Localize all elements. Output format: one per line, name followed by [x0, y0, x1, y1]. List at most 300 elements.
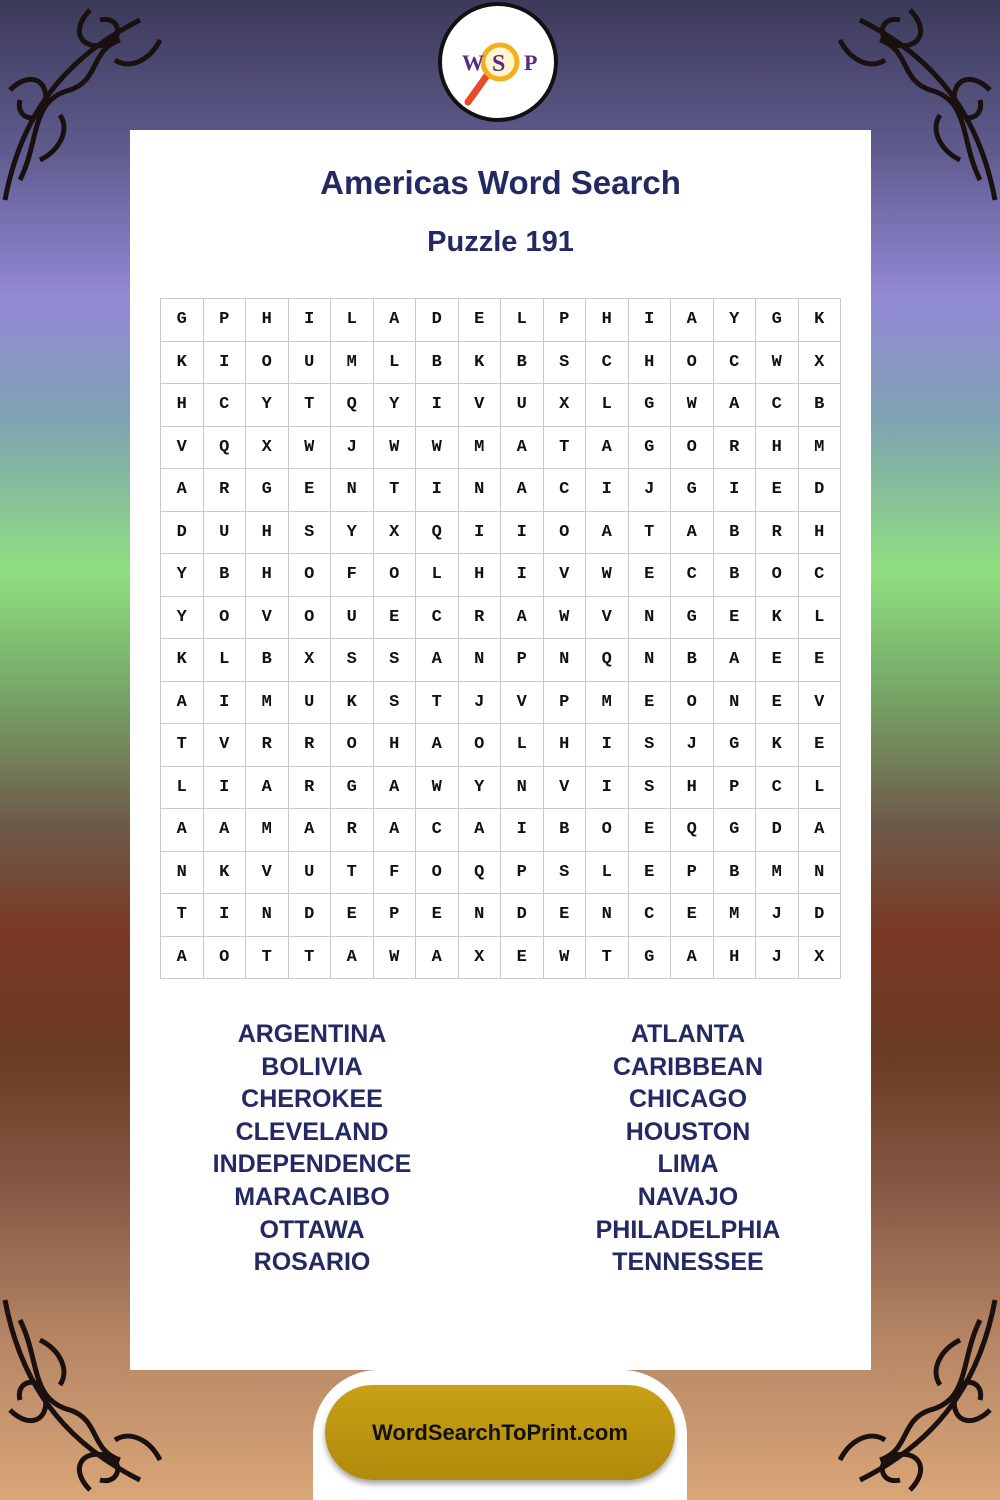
grid-cell[interactable]: O [671, 341, 714, 384]
grid-cell[interactable]: R [288, 766, 331, 809]
grid-cell[interactable]: M [586, 681, 629, 724]
grid-cell[interactable]: G [628, 384, 671, 427]
word-list-item: INDEPENDENCE [212, 1150, 412, 1179]
grid-cell[interactable]: E [713, 596, 756, 639]
grid-cell[interactable]: I [586, 469, 629, 512]
grid-cell[interactable]: O [458, 724, 501, 767]
grid-cell[interactable]: T [416, 681, 459, 724]
grid-cell[interactable]: A [416, 936, 459, 979]
grid-cell[interactable]: U [288, 851, 331, 894]
grid-cell[interactable]: U [203, 511, 246, 554]
word-list-item: ATLANTA [630, 1020, 746, 1048]
grid-cell[interactable]: H [458, 554, 501, 597]
grid-cell[interactable]: L [161, 766, 204, 809]
grid-cell[interactable]: W [543, 596, 586, 639]
grid-cell[interactable]: H [713, 936, 756, 979]
grid-cell[interactable]: N [458, 639, 501, 682]
grid-cell[interactable]: T [331, 851, 374, 894]
grid-cell[interactable]: I [458, 511, 501, 554]
grid-cell[interactable]: D [416, 299, 459, 342]
grid-cell[interactable]: E [373, 596, 416, 639]
grid-cell[interactable]: N [501, 766, 544, 809]
word-list-item: ARGENTINA [237, 1020, 387, 1048]
grid-cell[interactable]: M [246, 809, 289, 852]
grid-cell[interactable]: H [628, 341, 671, 384]
grid-cell[interactable]: W [756, 341, 799, 384]
grid-cell[interactable]: Y [331, 511, 374, 554]
page-title: Americas Word Search [320, 164, 681, 201]
grid-cell[interactable]: H [543, 724, 586, 767]
grid-cell[interactable]: B [713, 511, 756, 554]
wsp-logo [438, 2, 558, 122]
grid-cell[interactable]: V [246, 596, 289, 639]
grid-cell[interactable]: E [458, 299, 501, 342]
grid-cell[interactable]: H [161, 384, 204, 427]
grid-cell[interactable]: B [416, 341, 459, 384]
grid-row [161, 851, 841, 894]
grid-cell[interactable]: B [543, 809, 586, 852]
grid-row [161, 894, 841, 937]
grid-cell[interactable]: S [628, 766, 671, 809]
grid-cell[interactable]: E [756, 469, 799, 512]
grid-row [161, 511, 841, 554]
puzzle-number: Puzzle 191 [427, 226, 574, 258]
grid-cell[interactable]: E [416, 894, 459, 937]
grid-cell[interactable]: W [416, 766, 459, 809]
grid-cell[interactable]: C [203, 384, 246, 427]
grid-row [161, 299, 841, 342]
grid-cell[interactable]: O [756, 554, 799, 597]
grid-cell[interactable]: J [756, 936, 799, 979]
grid-cell[interactable]: S [331, 639, 374, 682]
grid-cell[interactable]: X [458, 936, 501, 979]
grid-cell[interactable]: A [373, 766, 416, 809]
grid-cell[interactable]: X [798, 936, 841, 979]
grid-cell[interactable]: S [373, 681, 416, 724]
grid-cell[interactable]: M [756, 851, 799, 894]
grid-cell[interactable]: T [246, 936, 289, 979]
grid-row [161, 384, 841, 427]
grid-cell[interactable]: Y [161, 554, 204, 597]
grid-cell[interactable]: D [161, 511, 204, 554]
grid-cell[interactable]: A [713, 384, 756, 427]
word-list-item: LIMA [657, 1150, 719, 1179]
grid-cell[interactable]: O [671, 426, 714, 469]
grid-cell[interactable]: C [671, 554, 714, 597]
grid-cell[interactable]: G [161, 299, 204, 342]
grid-cell[interactable]: A [501, 426, 544, 469]
grid-cell[interactable]: G [713, 809, 756, 852]
grid-cell[interactable]: H [586, 299, 629, 342]
grid-cell[interactable]: P [203, 299, 246, 342]
grid-cell[interactable]: Q [331, 384, 374, 427]
word-list-left [147, 1018, 477, 1279]
grid-row [161, 681, 841, 724]
grid-cell[interactable]: R [203, 469, 246, 512]
grid-cell[interactable]: O [671, 681, 714, 724]
grid-row [161, 809, 841, 852]
grid-cell[interactable]: M [798, 426, 841, 469]
grid-cell[interactable]: D [798, 894, 841, 937]
word-list-item: OTTAWA [259, 1215, 365, 1244]
grid-cell[interactable]: V [161, 426, 204, 469]
logo-letter-w: W [462, 50, 484, 75]
grid-cell[interactable]: N [161, 851, 204, 894]
grid-cell[interactable]: O [586, 809, 629, 852]
grid-cell[interactable]: B [713, 851, 756, 894]
grid-row [161, 426, 841, 469]
grid-cell[interactable]: S [288, 511, 331, 554]
grid-cell[interactable]: I [501, 809, 544, 852]
grid-cell[interactable]: I [501, 511, 544, 554]
grid-cell[interactable]: D [501, 894, 544, 937]
grid-cell[interactable]: O [246, 341, 289, 384]
grid-cell[interactable]: H [246, 299, 289, 342]
grid-cell[interactable]: C [628, 894, 671, 937]
grid-cell[interactable]: Y [458, 766, 501, 809]
grid-cell[interactable]: E [331, 894, 374, 937]
grid-cell[interactable]: V [586, 596, 629, 639]
grid-row [161, 469, 841, 512]
grid-row [161, 766, 841, 809]
grid-row [161, 341, 841, 384]
grid-cell[interactable]: W [373, 426, 416, 469]
grid-cell[interactable]: A [586, 511, 629, 554]
grid-cell[interactable]: U [288, 681, 331, 724]
grid-cell[interactable]: O [543, 511, 586, 554]
grid-cell[interactable]: C [416, 809, 459, 852]
grid-cell[interactable]: Q [671, 809, 714, 852]
word-list-item: HOUSTON [625, 1117, 751, 1146]
grid-cell[interactable]: V [543, 554, 586, 597]
grid-cell[interactable]: L [586, 384, 629, 427]
grid-cell[interactable]: D [798, 469, 841, 512]
grid-cell[interactable]: P [501, 639, 544, 682]
grid-cell[interactable]: T [288, 936, 331, 979]
grid-cell[interactable]: A [416, 724, 459, 767]
grid-cell[interactable]: H [671, 766, 714, 809]
grid-cell[interactable]: C [416, 596, 459, 639]
grid-cell[interactable]: L [798, 766, 841, 809]
grid-cell[interactable]: E [288, 469, 331, 512]
grid-cell[interactable]: T [628, 511, 671, 554]
grid-cell[interactable]: N [331, 469, 374, 512]
website-link-button[interactable]: WordSearchToPrint.com [325, 1385, 675, 1480]
grid-cell[interactable]: R [756, 511, 799, 554]
grid-cell[interactable]: N [543, 639, 586, 682]
grid-cell[interactable]: C [756, 766, 799, 809]
grid-cell[interactable]: T [373, 469, 416, 512]
grid-cell[interactable]: K [161, 639, 204, 682]
grid-cell[interactable]: L [501, 724, 544, 767]
grid-cell[interactable]: G [671, 596, 714, 639]
grid-cell[interactable]: A [373, 809, 416, 852]
grid-cell[interactable]: Q [458, 851, 501, 894]
grid-cell[interactable]: G [331, 766, 374, 809]
grid-cell[interactable]: J [671, 724, 714, 767]
grid-cell[interactable]: B [501, 341, 544, 384]
grid-cell[interactable]: E [628, 809, 671, 852]
grid-cell[interactable]: W [586, 554, 629, 597]
grid-cell[interactable]: U [501, 384, 544, 427]
grid-row [161, 724, 841, 767]
grid-cell[interactable]: P [543, 681, 586, 724]
word-list-item: ROSARIO [253, 1248, 371, 1277]
grid-cell[interactable]: S [628, 724, 671, 767]
grid-cell[interactable]: L [586, 851, 629, 894]
grid-cell[interactable]: I [628, 299, 671, 342]
grid-cell[interactable]: L [203, 639, 246, 682]
grid-cell[interactable]: X [543, 384, 586, 427]
grid-cell[interactable]: J [331, 426, 374, 469]
grid-cell[interactable]: X [246, 426, 289, 469]
grid-cell[interactable]: N [586, 894, 629, 937]
grid-cell[interactable]: F [331, 554, 374, 597]
word-list-item: CHEROKEE [241, 1085, 383, 1114]
grid-cell[interactable]: A [161, 809, 204, 852]
grid-cell[interactable]: V [798, 681, 841, 724]
grid-cell[interactable]: B [203, 554, 246, 597]
grid-cell[interactable]: X [798, 341, 841, 384]
grid-cell[interactable]: B [798, 384, 841, 427]
grid-cell[interactable]: A [416, 639, 459, 682]
grid-cell[interactable]: K [798, 299, 841, 342]
grid-cell[interactable]: H [373, 724, 416, 767]
grid-cell[interactable]: V [543, 766, 586, 809]
grid-cell[interactable]: A [161, 936, 204, 979]
grid-cell[interactable]: H [798, 511, 841, 554]
grid-cell[interactable]: Y [246, 384, 289, 427]
grid-cell[interactable]: A [671, 936, 714, 979]
grid-cell[interactable]: G [246, 469, 289, 512]
grid-cell[interactable]: X [373, 511, 416, 554]
grid-cell[interactable]: J [756, 894, 799, 937]
grid-cell[interactable]: U [288, 341, 331, 384]
grid-cell[interactable]: I [288, 299, 331, 342]
grid-cell[interactable]: E [798, 724, 841, 767]
grid-cell[interactable]: L [798, 596, 841, 639]
grid-cell[interactable]: P [501, 851, 544, 894]
grid-cell[interactable]: S [543, 341, 586, 384]
grid-cell[interactable]: Y [373, 384, 416, 427]
grid-cell[interactable]: O [288, 554, 331, 597]
grid-cell[interactable]: K [756, 596, 799, 639]
grid-cell[interactable]: Q [586, 639, 629, 682]
grid-cell[interactable]: C [586, 341, 629, 384]
word-list-item: PHILADELPHIA [595, 1215, 781, 1244]
grid-cell[interactable]: I [501, 554, 544, 597]
grid-cell[interactable]: N [246, 894, 289, 937]
grid-cell[interactable]: W [416, 426, 459, 469]
grid-cell[interactable]: Q [416, 511, 459, 554]
grid-cell[interactable]: A [798, 809, 841, 852]
grid-cell[interactable]: B [713, 554, 756, 597]
grid-cell[interactable]: R [331, 809, 374, 852]
grid-cell[interactable]: E [628, 681, 671, 724]
grid-cell[interactable]: A [713, 639, 756, 682]
grid-cell[interactable]: I [416, 384, 459, 427]
grid-cell[interactable]: P [373, 894, 416, 937]
grid-cell[interactable]: S [543, 851, 586, 894]
word-list-item: CLEVELAND [235, 1117, 389, 1146]
grid-cell[interactable]: A [671, 299, 714, 342]
grid-cell[interactable]: G [628, 936, 671, 979]
grid-cell[interactable]: R [288, 724, 331, 767]
grid-cell[interactable]: I [203, 341, 246, 384]
grid-cell[interactable]: N [458, 469, 501, 512]
grid-cell[interactable]: V [501, 681, 544, 724]
grid-cell[interactable]: E [798, 639, 841, 682]
logo-letter-p: P [524, 50, 538, 75]
grid-cell[interactable]: A [586, 426, 629, 469]
grid-cell[interactable]: O [288, 596, 331, 639]
grid-cell[interactable]: O [331, 724, 374, 767]
grid-cell[interactable]: J [458, 681, 501, 724]
grid-cell[interactable]: K [203, 851, 246, 894]
grid-row [161, 936, 841, 979]
grid-cell[interactable]: A [161, 681, 204, 724]
grid-cell[interactable]: R [458, 596, 501, 639]
grid-cell[interactable]: A [501, 596, 544, 639]
grid-cell[interactable]: D [756, 809, 799, 852]
grid-cell[interactable]: W [671, 384, 714, 427]
grid-cell[interactable]: T [586, 936, 629, 979]
grid-cell[interactable]: G [756, 299, 799, 342]
word-list-item: CHICAGO [628, 1085, 748, 1114]
grid-cell[interactable]: T [161, 724, 204, 767]
grid-cell[interactable]: K [756, 724, 799, 767]
grid-cell[interactable]: H [756, 426, 799, 469]
grid-cell[interactable]: E [756, 681, 799, 724]
grid-cell[interactable]: E [628, 851, 671, 894]
grid-cell[interactable]: V [246, 851, 289, 894]
grid-cell[interactable]: A [288, 809, 331, 852]
grid-cell[interactable]: V [458, 384, 501, 427]
grid-cell[interactable]: T [288, 384, 331, 427]
grid-cell[interactable]: K [458, 341, 501, 384]
grid-cell[interactable]: E [628, 554, 671, 597]
grid-cell[interactable]: E [543, 894, 586, 937]
grid-cell[interactable]: N [458, 894, 501, 937]
grid-cell[interactable]: T [543, 426, 586, 469]
grid-cell[interactable]: A [671, 511, 714, 554]
grid-cell[interactable]: C [756, 384, 799, 427]
word-list-right [523, 1018, 853, 1279]
word-list-item: BOLIVIA [261, 1052, 363, 1081]
grid-cell[interactable]: Y [713, 299, 756, 342]
grid-cell[interactable]: H [246, 554, 289, 597]
grid-cell[interactable]: U [331, 596, 374, 639]
grid-cell[interactable]: D [288, 894, 331, 937]
grid-cell[interactable]: A [331, 936, 374, 979]
grid-cell[interactable]: C [798, 554, 841, 597]
grid-cell[interactable]: B [671, 639, 714, 682]
grid-cell[interactable]: N [798, 851, 841, 894]
grid-cell[interactable]: I [203, 766, 246, 809]
grid-cell[interactable]: N [628, 639, 671, 682]
grid-cell[interactable]: E [501, 936, 544, 979]
grid-cell[interactable]: R [713, 426, 756, 469]
grid-cell[interactable]: K [161, 341, 204, 384]
grid-cell[interactable]: O [203, 596, 246, 639]
grid-cell[interactable]: C [543, 469, 586, 512]
grid-cell[interactable]: H [246, 511, 289, 554]
grid-cell[interactable]: V [203, 724, 246, 767]
grid-cell[interactable]: M [331, 341, 374, 384]
grid-cell[interactable]: G [628, 426, 671, 469]
grid-cell[interactable]: G [713, 724, 756, 767]
grid-cell[interactable]: L [373, 341, 416, 384]
word-list-item: NAVAJO [637, 1182, 739, 1211]
grid-cell[interactable]: I [713, 469, 756, 512]
grid-cell[interactable]: I [586, 766, 629, 809]
grid-cell[interactable]: Q [203, 426, 246, 469]
grid-cell[interactable]: O [203, 936, 246, 979]
grid-cell[interactable]: C [713, 341, 756, 384]
grid-cell[interactable]: N [628, 596, 671, 639]
grid-cell[interactable]: A [161, 469, 204, 512]
grid-cell[interactable]: I [586, 724, 629, 767]
grid-cell[interactable]: M [713, 894, 756, 937]
grid-cell[interactable]: A [458, 809, 501, 852]
grid-cell[interactable]: O [373, 554, 416, 597]
grid-cell[interactable]: W [288, 426, 331, 469]
grid-cell[interactable]: P [713, 766, 756, 809]
grid-cell[interactable]: A [501, 469, 544, 512]
grid-cell[interactable]: E [756, 639, 799, 682]
grid-cell[interactable]: I [203, 681, 246, 724]
grid-cell[interactable]: M [458, 426, 501, 469]
grid-cell[interactable]: L [331, 299, 374, 342]
grid-cell[interactable]: M [246, 681, 289, 724]
grid-cell[interactable]: P [543, 299, 586, 342]
grid-cell[interactable]: J [628, 469, 671, 512]
logo-letter-s: S [492, 51, 506, 77]
grid-cell[interactable]: A [203, 809, 246, 852]
grid-cell[interactable]: R [246, 724, 289, 767]
grid-cell[interactable]: O [416, 851, 459, 894]
grid-row [161, 596, 841, 639]
magnifier-icon [446, 10, 550, 114]
grid-cell[interactable]: I [203, 894, 246, 937]
word-list-item: MARACAIBO [234, 1182, 390, 1211]
grid-cell[interactable]: L [416, 554, 459, 597]
grid-cell[interactable]: S [373, 639, 416, 682]
letter-grid[interactable] [160, 298, 841, 979]
grid-cell[interactable]: W [373, 936, 416, 979]
grid-cell[interactable]: A [373, 299, 416, 342]
grid-row [161, 639, 841, 682]
grid-cell[interactable]: E [671, 894, 714, 937]
grid-cell[interactable]: X [288, 639, 331, 682]
grid-cell[interactable]: L [501, 299, 544, 342]
grid-cell[interactable]: F [373, 851, 416, 894]
word-list-item: TENNESSEE [612, 1248, 764, 1277]
word-list-item: CARIBBEAN [613, 1052, 763, 1081]
grid-cell[interactable]: W [543, 936, 586, 979]
puzzle-card [130, 130, 871, 1370]
grid-cell[interactable]: A [246, 766, 289, 809]
grid-cell[interactable]: N [713, 681, 756, 724]
grid-cell[interactable]: B [246, 639, 289, 682]
grid-cell[interactable]: T [161, 894, 204, 937]
grid-cell[interactable]: K [331, 681, 374, 724]
grid-cell[interactable]: Y [161, 596, 204, 639]
grid-cell[interactable]: G [671, 469, 714, 512]
grid-row [161, 554, 841, 597]
grid-cell[interactable]: P [671, 851, 714, 894]
grid-cell[interactable]: I [416, 469, 459, 512]
